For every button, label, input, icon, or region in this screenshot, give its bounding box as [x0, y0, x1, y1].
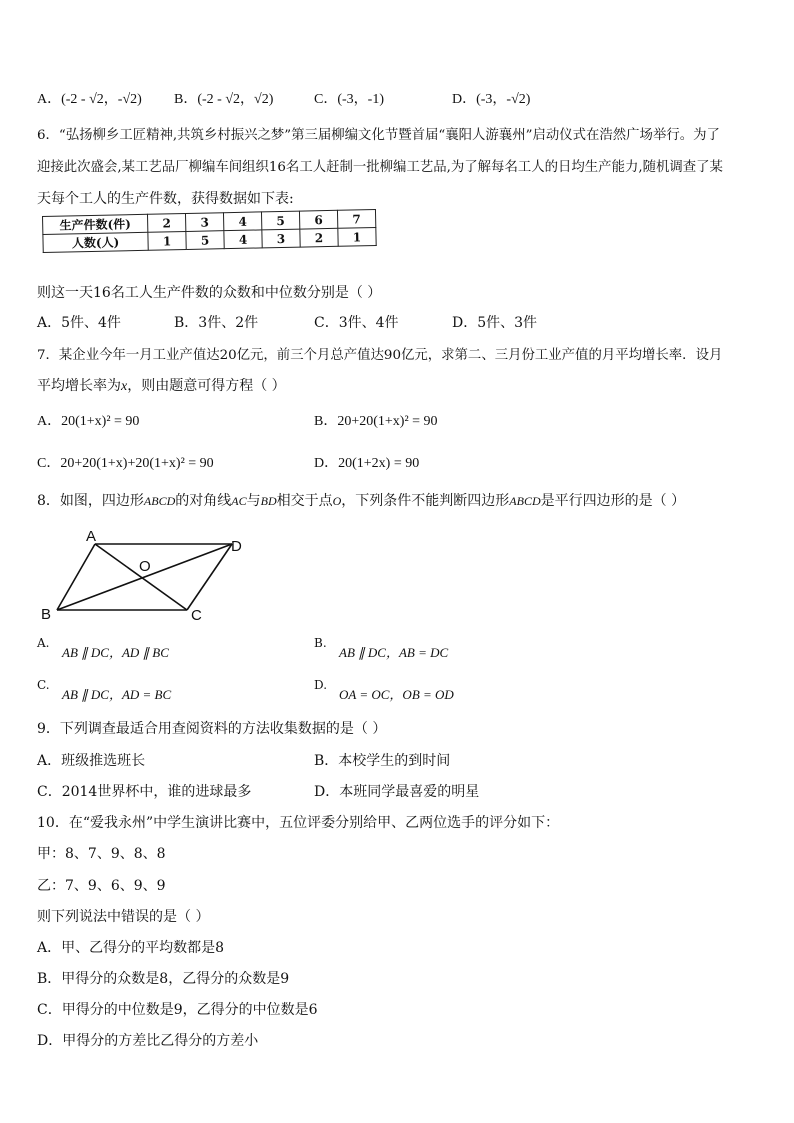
q7-option-a: A．20(1+x)² = 90: [37, 414, 140, 429]
q6-option-a: A．5件、4件: [37, 315, 121, 331]
q8-option-a: AB ∥ DC，AD ∥ BC: [62, 645, 169, 660]
q6-option-d: D．5件、3件: [452, 315, 538, 331]
center-label-o: O: [139, 558, 151, 575]
q8-option-d: OA = OC，OB = OD: [339, 687, 454, 702]
q5-option-b: B．(-2 - √2，√2): [174, 92, 274, 107]
table-cell: 3: [262, 229, 300, 248]
q6-option-c: C．3件、4件: [314, 315, 399, 331]
table-cell: 1: [338, 228, 376, 247]
q10-scores-jia: 甲：8、7、9、8、8: [37, 846, 166, 862]
q10-option-a: A．甲、乙得分的平均数都是8: [37, 940, 225, 956]
table-cell: 1: [148, 231, 186, 250]
table-cell: 5: [186, 231, 224, 250]
q10-option-c: C．甲得分的中位数是9，乙得分的中位数是6: [37, 1002, 318, 1018]
q8-option-d-letter: D.: [314, 678, 328, 692]
q6-option-b: B．3件、2件: [174, 315, 259, 331]
table-header-people: 人数(人): [43, 232, 148, 252]
q9-option-a: A．班级推选班长: [37, 753, 146, 769]
table-cell: 3: [185, 213, 223, 232]
table-header-pieces: 生产件数(件): [43, 214, 148, 234]
table-cell: 2: [147, 213, 185, 232]
table-cell: 4: [223, 212, 261, 231]
table-cell: 6: [299, 210, 337, 229]
q8-question: 8．如图，四边形ABCD的对角线AC与BD相交于点O，下列条件不能判断四边形ABCD是平行四边形的是（ ）: [37, 493, 686, 509]
side-ab: [57, 544, 95, 610]
side-cd: [187, 544, 232, 610]
q6-text-line1: 6．“弘扬柳乡工匠精神,共筑乡村振兴之梦”第三届柳编文化节暨首届“襄阳人游襄州”启动仪式在浩然广场举行。为了: [37, 128, 720, 143]
q6-text-line2: 迎接此次盛会,某工艺品厂柳编车间组织16名工人赶制一批柳编工艺品,为了解每名工人的日均生产能力,随机调查了某: [37, 160, 723, 175]
table-cell: 2: [300, 228, 338, 247]
q8-option-b-letter: B.: [314, 636, 327, 650]
table-cell: 5: [261, 211, 299, 230]
q9-question: 9．下列调查最适合用查阅资料的方法收集数据的是（ ）: [37, 721, 387, 737]
vertex-label-b: B: [41, 606, 52, 623]
q8-option-c: AB ∥ DC，AD = BC: [62, 687, 172, 702]
table-cell: 4: [224, 230, 262, 249]
q6-data-table: [42, 211, 376, 253]
q5-option-a: A．(-2 - √2，-√2): [37, 92, 142, 107]
q7-text-line1: 7．某企业今年一月工业产值达20亿元，前三个月总产值达90亿元，求第二、三月份工业产值的月平均增长率．设月: [37, 348, 723, 363]
q7-text-line2: 平均增长率为x，则由题意可得方程（ ）: [37, 378, 286, 394]
parallelogram-diagram: [35, 525, 255, 625]
vertex-label-c: C: [191, 607, 202, 624]
q10-ask: 则下列说法中错误的是（ ）: [37, 909, 210, 925]
q8-option-b: AB ∥ DC，AB = DC: [339, 645, 449, 660]
q7-option-b: B．20+20(1+x)² = 90: [314, 414, 438, 429]
q10-option-d: D．甲得分的方差比乙得分的方差小: [37, 1033, 259, 1049]
q5-option-d: D．(-3，-√2): [452, 92, 531, 107]
table-cell: 7: [337, 210, 375, 229]
q10-scores-yi: 乙：7、9、6、9、9: [37, 878, 166, 894]
q10-option-b: B．甲得分的众数是8，乙得分的众数是9: [37, 971, 290, 987]
q6-question: 则这一天16名工人生产件数的众数和中位数分别是（ ）: [37, 285, 382, 301]
q9-option-c: C．2014世界杯中，谁的进球最多: [37, 784, 252, 800]
q9-option-d: D．本班同学最喜爱的明星: [314, 784, 480, 800]
q9-option-b: B．本校学生的到时间: [314, 753, 451, 769]
q8-option-a-letter: A.: [37, 636, 50, 650]
q5-option-c: C．(-3，-1): [314, 92, 384, 107]
q7-option-c: C．20+20(1+x)+20(1+x)² = 90: [37, 456, 214, 471]
diagonal-ac: [95, 544, 187, 610]
q7-option-d: D．20(1+2x) = 90: [314, 456, 420, 471]
vertex-label-d: D: [231, 538, 242, 555]
q6-text-line3: 天每个工人的生产件数，获得数据如下表:: [37, 191, 294, 207]
vertex-label-a: A: [86, 528, 97, 545]
q8-option-c-letter: C.: [37, 678, 50, 692]
q10-question: 10．在“爱我永州”中学生演讲比赛中，五位评委分别给甲、乙两位选手的评分如下：: [37, 815, 560, 831]
diagonal-bd: [57, 544, 232, 610]
